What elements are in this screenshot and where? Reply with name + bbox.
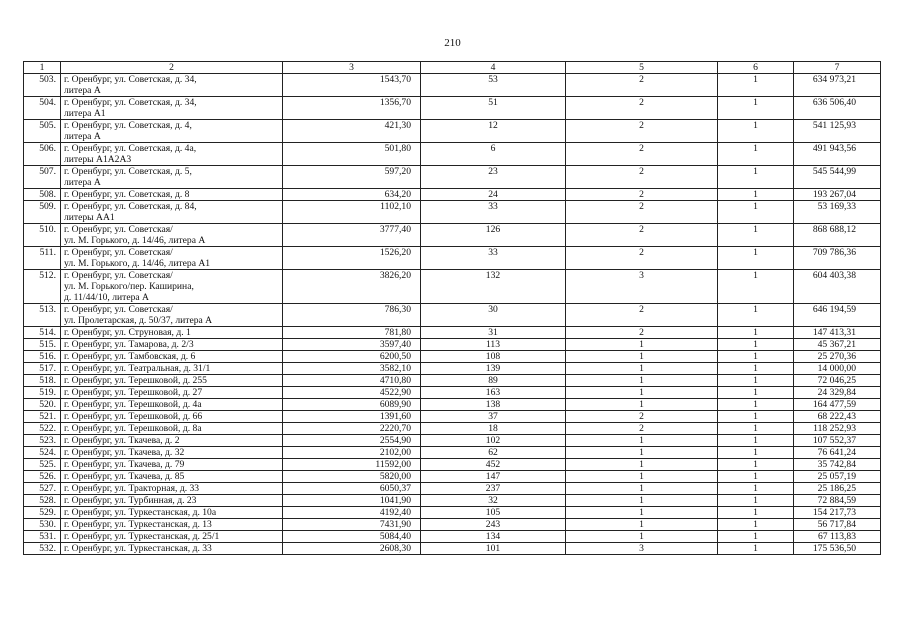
row-number: 525. — [24, 459, 61, 471]
amount-cell: 67 113,83 — [794, 531, 881, 543]
area-cell: 3582,10 — [283, 363, 421, 375]
col6-cell: 1 — [718, 519, 794, 531]
table-body — [24, 74, 881, 555]
col5-cell: 1 — [566, 471, 718, 483]
row-number: 504. — [24, 97, 61, 120]
col5-cell: 1 — [566, 363, 718, 375]
col5-cell: 1 — [566, 375, 718, 387]
amount-cell: 545 544,99 — [794, 166, 881, 189]
table-row — [24, 189, 881, 201]
table-row — [24, 351, 881, 363]
col4-cell: 101 — [421, 543, 566, 555]
row-number: 515. — [24, 339, 61, 351]
area-cell: 4522,90 — [283, 387, 421, 399]
col6-cell: 1 — [718, 97, 794, 120]
col5-cell: 2 — [566, 74, 718, 97]
col6-cell: 1 — [718, 166, 794, 189]
row-number: 517. — [24, 363, 61, 375]
col4-cell: 237 — [421, 483, 566, 495]
col5-cell: 2 — [566, 327, 718, 339]
address-cell: г. Оренбург, ул. Советская/ ул. Пролетарская, д. 50/37, литера А — [61, 304, 283, 327]
area-cell: 1391,60 — [283, 411, 421, 423]
column-header: 6 — [718, 62, 794, 74]
col6-cell: 1 — [718, 471, 794, 483]
table-row — [24, 507, 881, 519]
col4-cell: 30 — [421, 304, 566, 327]
amount-cell: 72 046,25 — [794, 375, 881, 387]
area-cell: 1526,20 — [283, 247, 421, 270]
address-cell: г. Оренбург, ул. Тамарова, д. 2/3 — [61, 339, 283, 351]
table-row — [24, 97, 881, 120]
table-row — [24, 447, 881, 459]
row-number: 516. — [24, 351, 61, 363]
amount-cell: 25 270,36 — [794, 351, 881, 363]
col4-cell: 62 — [421, 447, 566, 459]
area-cell: 634,20 — [283, 189, 421, 201]
address-cell: г. Оренбург, ул. Театральная, д. 31/1 — [61, 363, 283, 375]
area-cell: 4710,80 — [283, 375, 421, 387]
row-number: 530. — [24, 519, 61, 531]
column-header: 2 — [61, 62, 283, 74]
column-header: 4 — [421, 62, 566, 74]
col4-cell: 138 — [421, 399, 566, 411]
col4-cell: 139 — [421, 363, 566, 375]
col5-cell: 1 — [566, 459, 718, 471]
col5-cell: 1 — [566, 519, 718, 531]
address-cell: г. Оренбург, ул. Терешковой, д. 255 — [61, 375, 283, 387]
address-cell: г. Оренбург, ул. Тамбовская, д. 6 — [61, 351, 283, 363]
col6-cell: 1 — [718, 507, 794, 519]
amount-cell: 45 367,21 — [794, 339, 881, 351]
header-row — [24, 62, 881, 74]
address-cell: г. Оренбург, ул. Туркестанская, д. 10а — [61, 507, 283, 519]
area-cell: 6200,50 — [283, 351, 421, 363]
row-number: 522. — [24, 423, 61, 435]
table-row — [24, 247, 881, 270]
col4-cell: 163 — [421, 387, 566, 399]
amount-cell: 541 125,93 — [794, 120, 881, 143]
address-cell: г. Оренбург, ул. Советская, д. 34, литера А1 — [61, 97, 283, 120]
col5-cell: 2 — [566, 201, 718, 224]
col6-cell: 1 — [718, 423, 794, 435]
row-number: 510. — [24, 224, 61, 247]
amount-cell: 68 222,43 — [794, 411, 881, 423]
amount-cell: 25 057,19 — [794, 471, 881, 483]
col5-cell: 1 — [566, 339, 718, 351]
area-cell: 1041,90 — [283, 495, 421, 507]
col5-cell: 2 — [566, 423, 718, 435]
address-cell: г. Оренбург, ул. Турбинная, д. 23 — [61, 495, 283, 507]
col5-cell: 2 — [566, 224, 718, 247]
col6-cell: 1 — [718, 339, 794, 351]
area-cell: 421,30 — [283, 120, 421, 143]
address-cell: г. Оренбург, ул. Советская, д. 5, литера А — [61, 166, 283, 189]
area-cell: 5084,40 — [283, 531, 421, 543]
col5-cell: 2 — [566, 143, 718, 166]
col5-cell: 1 — [566, 447, 718, 459]
row-number: 507. — [24, 166, 61, 189]
col5-cell: 2 — [566, 166, 718, 189]
table-row — [24, 531, 881, 543]
row-number: 529. — [24, 507, 61, 519]
col5-cell: 1 — [566, 495, 718, 507]
col6-cell: 1 — [718, 483, 794, 495]
amount-cell: 14 000,00 — [794, 363, 881, 375]
col5-cell: 1 — [566, 483, 718, 495]
address-cell: г. Оренбург, ул. Терешковой, д. 27 — [61, 387, 283, 399]
area-cell: 5820,00 — [283, 471, 421, 483]
col6-cell: 1 — [718, 387, 794, 399]
col4-cell: 126 — [421, 224, 566, 247]
table-row — [24, 435, 881, 447]
table-row — [24, 363, 881, 375]
area-cell: 3777,40 — [283, 224, 421, 247]
area-cell: 3597,40 — [283, 339, 421, 351]
area-cell: 2220,70 — [283, 423, 421, 435]
address-cell: г. Оренбург, ул. Терешковой, д. 4а — [61, 399, 283, 411]
address-cell: г. Оренбург, ул. Терешковой, д. 8а — [61, 423, 283, 435]
col5-cell: 1 — [566, 399, 718, 411]
table-row — [24, 304, 881, 327]
col5-cell: 3 — [566, 543, 718, 555]
col4-cell: 53 — [421, 74, 566, 97]
row-number: 518. — [24, 375, 61, 387]
amount-cell: 53 169,33 — [794, 201, 881, 224]
address-cell: г. Оренбург, ул. Советская/ ул. М. Горького, д. 14/46, литера А1 — [61, 247, 283, 270]
area-cell: 6050,37 — [283, 483, 421, 495]
col4-cell: 37 — [421, 411, 566, 423]
column-header: 5 — [566, 62, 718, 74]
address-cell: г. Оренбург, ул. Советская/ ул. М. Горького/пер. Каширина, д. 11/44/10, литера А — [61, 270, 283, 304]
col6-cell: 1 — [718, 495, 794, 507]
col6-cell: 1 — [718, 304, 794, 327]
row-number: 524. — [24, 447, 61, 459]
area-cell: 1356,70 — [283, 97, 421, 120]
col6-cell: 1 — [718, 459, 794, 471]
table-row — [24, 166, 881, 189]
address-cell: г. Оренбург, ул. Ткачева, д. 85 — [61, 471, 283, 483]
amount-cell: 25 186,25 — [794, 483, 881, 495]
col4-cell: 105 — [421, 507, 566, 519]
table-row — [24, 471, 881, 483]
col6-cell: 1 — [718, 201, 794, 224]
table-row — [24, 201, 881, 224]
col6-cell: 1 — [718, 270, 794, 304]
row-number: 509. — [24, 201, 61, 224]
col6-cell: 1 — [718, 447, 794, 459]
col6-cell: 1 — [718, 327, 794, 339]
col6-cell: 1 — [718, 543, 794, 555]
col4-cell: 134 — [421, 531, 566, 543]
row-number: 513. — [24, 304, 61, 327]
amount-cell: 56 717,84 — [794, 519, 881, 531]
col4-cell: 23 — [421, 166, 566, 189]
amount-cell: 868 688,12 — [794, 224, 881, 247]
address-cell: г. Оренбург, ул. Советская/ ул. М. Горького, д. 14/46, литера А — [61, 224, 283, 247]
table-row — [24, 327, 881, 339]
col4-cell: 452 — [421, 459, 566, 471]
table-row — [24, 411, 881, 423]
table-row — [24, 74, 881, 97]
area-cell: 3826,20 — [283, 270, 421, 304]
table-row — [24, 375, 881, 387]
row-number: 528. — [24, 495, 61, 507]
amount-cell: 107 552,37 — [794, 435, 881, 447]
row-number: 520. — [24, 399, 61, 411]
amount-cell: 35 742,84 — [794, 459, 881, 471]
row-number: 531. — [24, 531, 61, 543]
area-cell: 781,80 — [283, 327, 421, 339]
col4-cell: 102 — [421, 435, 566, 447]
address-cell: г. Оренбург, ул. Туркестанская, д. 33 — [61, 543, 283, 555]
address-cell: г. Оренбург, ул. Советская, д. 4а, литеры А1А2А3 — [61, 143, 283, 166]
area-cell: 2102,00 — [283, 447, 421, 459]
col6-cell: 1 — [718, 74, 794, 97]
col4-cell: 24 — [421, 189, 566, 201]
col6-cell: 1 — [718, 399, 794, 411]
table-row — [24, 270, 881, 304]
col6-cell: 1 — [718, 143, 794, 166]
col4-cell: 89 — [421, 375, 566, 387]
row-number: 514. — [24, 327, 61, 339]
area-cell: 786,30 — [283, 304, 421, 327]
row-number: 508. — [24, 189, 61, 201]
address-cell: г. Оренбург, ул. Ткачева, д. 32 — [61, 447, 283, 459]
col4-cell: 147 — [421, 471, 566, 483]
col5-cell: 1 — [566, 507, 718, 519]
col6-cell: 1 — [718, 247, 794, 270]
area-cell: 1102,10 — [283, 201, 421, 224]
area-cell: 1543,70 — [283, 74, 421, 97]
amount-cell: 175 536,50 — [794, 543, 881, 555]
area-cell: 7431,90 — [283, 519, 421, 531]
table-row — [24, 399, 881, 411]
col5-cell: 1 — [566, 387, 718, 399]
area-cell: 4192,40 — [283, 507, 421, 519]
column-header: 1 — [24, 62, 61, 74]
amount-cell: 118 252,93 — [794, 423, 881, 435]
table-row — [24, 387, 881, 399]
row-number: 503. — [24, 74, 61, 97]
col4-cell: 31 — [421, 327, 566, 339]
area-cell: 2554,90 — [283, 435, 421, 447]
col5-cell: 1 — [566, 435, 718, 447]
amount-cell: 147 413,31 — [794, 327, 881, 339]
col5-cell: 2 — [566, 189, 718, 201]
table-row — [24, 519, 881, 531]
table-row — [24, 483, 881, 495]
col4-cell: 108 — [421, 351, 566, 363]
col5-cell: 1 — [566, 531, 718, 543]
row-number: 521. — [24, 411, 61, 423]
row-number: 511. — [24, 247, 61, 270]
amount-cell: 193 267,04 — [794, 189, 881, 201]
address-cell: г. Оренбург, ул. Советская, д. 34, литера А — [61, 74, 283, 97]
address-cell: г. Оренбург, ул. Ткачева, д. 2 — [61, 435, 283, 447]
amount-cell: 491 943,56 — [794, 143, 881, 166]
row-number: 532. — [24, 543, 61, 555]
address-cell: г. Оренбург, ул. Советская, д. 4, литера А — [61, 120, 283, 143]
col5-cell: 2 — [566, 304, 718, 327]
col4-cell: 51 — [421, 97, 566, 120]
amount-cell: 164 477,59 — [794, 399, 881, 411]
row-number: 512. — [24, 270, 61, 304]
col4-cell: 12 — [421, 120, 566, 143]
page-number: 210 — [444, 37, 461, 49]
area-cell: 597,20 — [283, 166, 421, 189]
col5-cell: 1 — [566, 351, 718, 363]
col4-cell: 33 — [421, 201, 566, 224]
amount-cell: 76 641,24 — [794, 447, 881, 459]
col5-cell: 2 — [566, 411, 718, 423]
address-cell: г. Оренбург, ул. Терешковой, д. 66 — [61, 411, 283, 423]
col4-cell: 6 — [421, 143, 566, 166]
col6-cell: 1 — [718, 363, 794, 375]
address-table — [23, 61, 881, 555]
table-row — [24, 459, 881, 471]
amount-cell: 646 194,59 — [794, 304, 881, 327]
col6-cell: 1 — [718, 120, 794, 143]
amount-cell: 24 329,84 — [794, 387, 881, 399]
amount-cell: 709 786,36 — [794, 247, 881, 270]
col5-cell: 3 — [566, 270, 718, 304]
address-cell: г. Оренбург, ул. Тракторная, д. 33 — [61, 483, 283, 495]
area-cell: 6089,90 — [283, 399, 421, 411]
col5-cell: 2 — [566, 120, 718, 143]
col6-cell: 1 — [718, 435, 794, 447]
area-cell: 2608,30 — [283, 543, 421, 555]
area-cell: 11592,00 — [283, 459, 421, 471]
col6-cell: 1 — [718, 351, 794, 363]
table-row — [24, 224, 881, 247]
address-cell: г. Оренбург, ул. Советская, д. 84, литеры АА1 — [61, 201, 283, 224]
row-number: 506. — [24, 143, 61, 166]
col4-cell: 113 — [421, 339, 566, 351]
row-number: 505. — [24, 120, 61, 143]
row-number: 526. — [24, 471, 61, 483]
col6-cell: 1 — [718, 531, 794, 543]
address-cell: г. Оренбург, ул. Советская, д. 8 — [61, 189, 283, 201]
col4-cell: 18 — [421, 423, 566, 435]
col6-cell: 1 — [718, 375, 794, 387]
address-cell: г. Оренбург, ул. Струновая, д. 1 — [61, 327, 283, 339]
table-row — [24, 143, 881, 166]
table-row — [24, 339, 881, 351]
col4-cell: 243 — [421, 519, 566, 531]
row-number: 523. — [24, 435, 61, 447]
col6-cell: 1 — [718, 189, 794, 201]
address-cell: г. Оренбург, ул. Ткачева, д. 79 — [61, 459, 283, 471]
column-header: 7 — [794, 62, 881, 74]
row-number: 519. — [24, 387, 61, 399]
col5-cell: 2 — [566, 97, 718, 120]
col4-cell: 132 — [421, 270, 566, 304]
table-row — [24, 543, 881, 555]
col5-cell: 2 — [566, 247, 718, 270]
amount-cell: 72 884,59 — [794, 495, 881, 507]
amount-cell: 634 973,21 — [794, 74, 881, 97]
address-cell: г. Оренбург, ул. Туркестанская, д. 13 — [61, 519, 283, 531]
col6-cell: 1 — [718, 411, 794, 423]
table-row — [24, 495, 881, 507]
col4-cell: 32 — [421, 495, 566, 507]
col4-cell: 33 — [421, 247, 566, 270]
address-cell: г. Оренбург, ул. Туркестанская, д. 25/1 — [61, 531, 283, 543]
amount-cell: 636 506,40 — [794, 97, 881, 120]
area-cell: 501,80 — [283, 143, 421, 166]
col6-cell: 1 — [718, 224, 794, 247]
row-number: 527. — [24, 483, 61, 495]
amount-cell: 154 217,73 — [794, 507, 881, 519]
column-header: 3 — [283, 62, 421, 74]
table-row — [24, 423, 881, 435]
amount-cell: 604 403,38 — [794, 270, 881, 304]
table-row — [24, 120, 881, 143]
